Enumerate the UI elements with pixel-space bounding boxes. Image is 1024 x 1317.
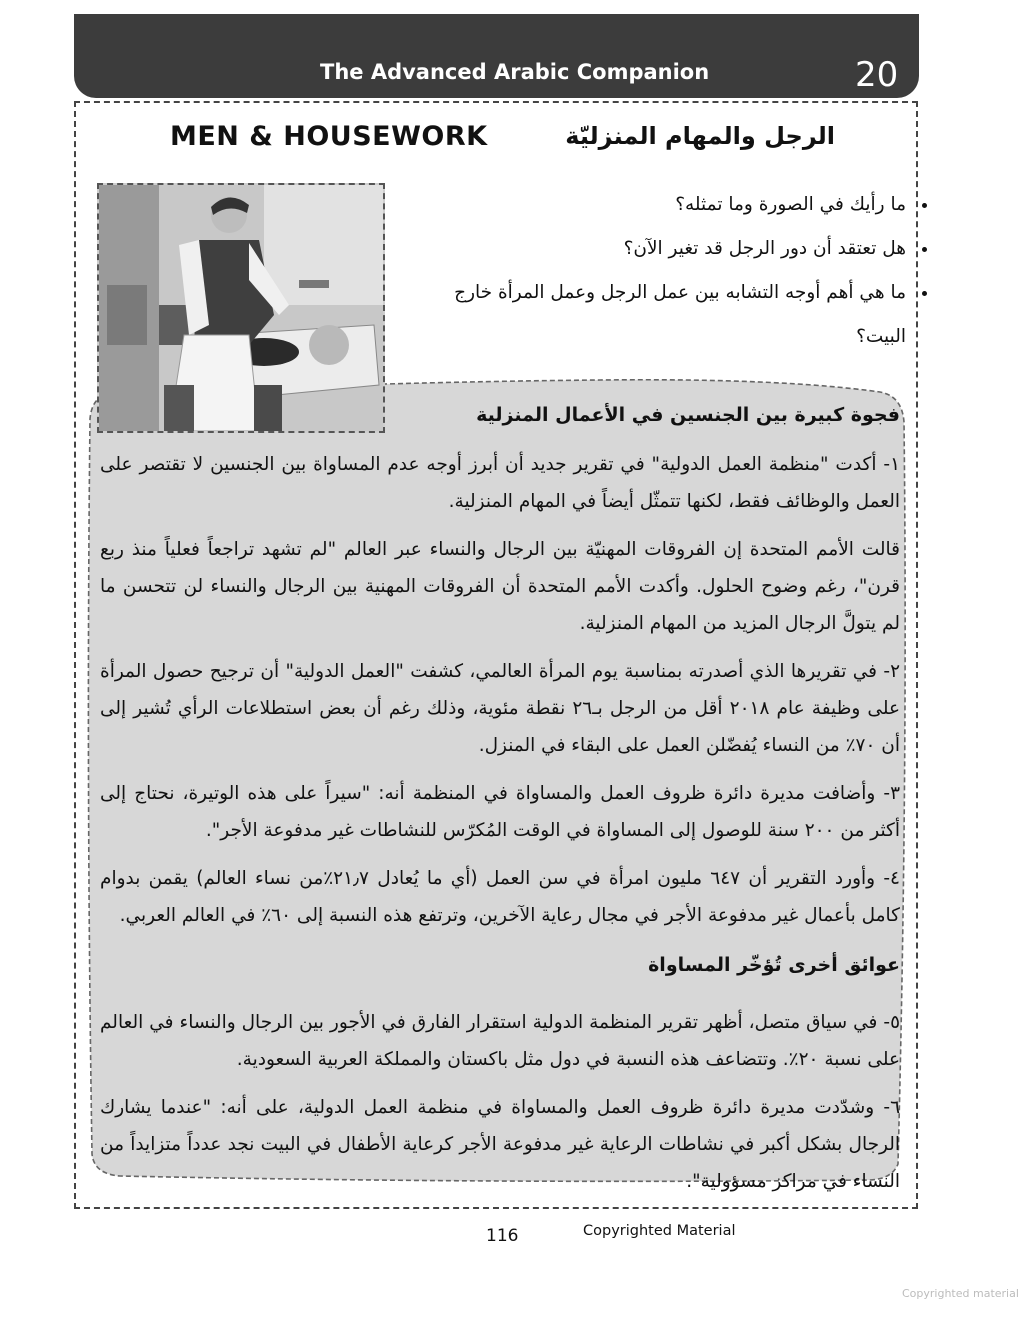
paragraph-5: ٤- وأورد التقرير أن ٦٤٧ مليون امرأة في سن العمل (أي ما يُعادل ٢١٫٧٪من نساء العالم) يقمن بدوام كامل بأعمال غير مدفوعة الأجر في مجال رعاية الآخرين، وترتفع هذه النسبة إلى ٦٠٪ في العالم العربي. bbox=[100, 868, 900, 926]
reading-passage bbox=[100, 398, 900, 1211]
page-number: 116 bbox=[486, 1226, 519, 1246]
copyright-watermark: Copyrighted material bbox=[902, 1287, 1019, 1300]
paragraph-3: ٢- في تقريرها الذي أصدرته بمناسبة يوم المرأة العالمي، كشفت "العمل الدولية" أن ترجيح حصول المرأة على وظيفة عام ٢٠١٨ أقل من الرجل بـ٢٦ نقطة مئوية، وذلك رغم أن بعض استطلاعات الرأي تُشير إلى أن ٧٠٪ من النساء يُفضّلن العمل على البقاء في المنزل. bbox=[100, 661, 900, 756]
paragraph-6: ٥- في سياق متصل، أظهر تقرير المنظمة الدولية استقرار الفارق في الأجور بين الرجال والنساء في العالم على نسبة ٢٠٪. وتتضاعف هذه النسبة في دول مثل باكستان والمملكة العربية السعودية. bbox=[100, 1012, 900, 1070]
arabic-title: الرجل والمهام المنزليّة bbox=[565, 122, 835, 150]
paragraph-1: ١- أكدت "منظمة العمل الدولية" في تقرير جديد أن أبرز أوجه عدم المساواة بين الجنسين لا تقتصر على العمل والوظائف فقط، لكنها تتمثّل أيضاً في المهام المنزلية. bbox=[100, 454, 900, 512]
question-3: • ما هي أهم أوجه التشابه بين عمل الرجل وعمل المرأة خارج البيت؟ bbox=[420, 271, 910, 359]
photo-illustration bbox=[99, 185, 383, 431]
reading-heading-2: عوائق أخرى تُؤخّر المساواة bbox=[648, 954, 900, 976]
question-1: • ما رأيك في الصورة وما تمثله؟ bbox=[420, 183, 910, 227]
discussion-questions bbox=[420, 183, 942, 359]
header-bar bbox=[74, 14, 919, 98]
book-title: The Advanced Arabic Companion bbox=[320, 60, 710, 84]
reading-heading-1: فجوة كبيرة بين الجنسين في الأعمال المنزلية bbox=[476, 404, 900, 426]
paragraph-2: قالت الأمم المتحدة إن الفروقات المهنيّة بين الرجال والنساء عبر العالم "لم تشهد تراجعاً فعلياً منذ ربع قرن"، رغم وضوح الحلول. وأكدت الأمم المتحدة أن الفروقات المهنية بين الرجال والنساء لن تتحسن ما لم يتولَّ الرجال المزيد من المهام المنزلية. bbox=[100, 539, 900, 634]
paragraph-7: ٦- وشدّدت مديرة دائرة ظروف العمل والمساواة في منظمة العمل الدولية، على أنه: "عندما يشارك الرجال بشكل أكبر في نشاطات الرعاية غير مدفوعة الأجر كرعاية الأطفال في البيت نجد عدداً متزايداً من النساء في مراكز مسؤولية". bbox=[100, 1097, 900, 1192]
question-2: • هل تعتقد أن دور الرجل قد تغير الآن؟ bbox=[420, 227, 910, 271]
man-washing-dishes-photo bbox=[97, 183, 385, 433]
english-title: MEN & HOUSEWORK bbox=[170, 121, 488, 152]
paragraph-4: ٣- وأضافت مديرة دائرة ظروف العمل والمساواة في المنظمة أنه: "سيراً على هذه الوتيرة، نحتاج إلى أكثر من ٢٠٠ سنة للوصول إلى المساواة في الوقت المُكرّس للنشاطات غير مدفوعة الأجر". bbox=[100, 783, 900, 841]
copyright-notice: Copyrighted Material bbox=[583, 1223, 736, 1239]
chapter-number: 20 bbox=[855, 55, 899, 95]
